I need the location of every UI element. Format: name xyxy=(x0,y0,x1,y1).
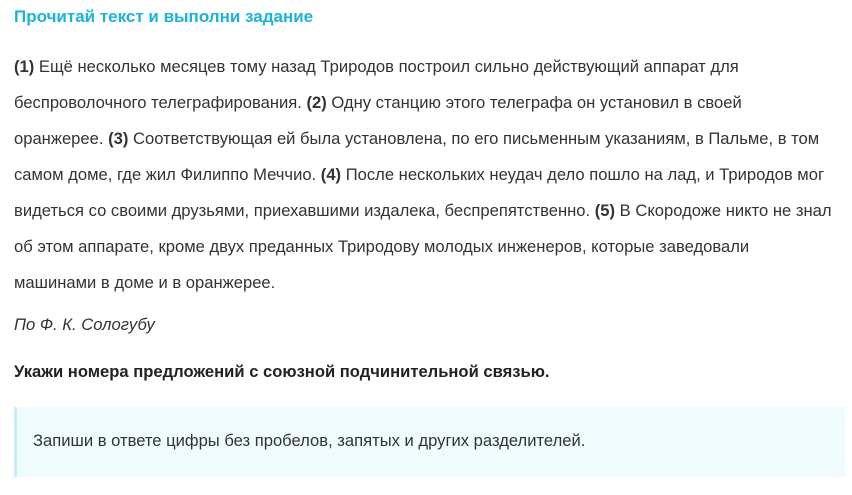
sentence-text: В Скородоже никто не знал об этом аппарате, кроме двух преданных Триродову молодых инженеров, которые заведовали машинами в доме и в оранжерее. xyxy=(14,201,832,292)
answer-hint-box xyxy=(14,407,846,477)
sentence-text: Одну станцию этого телеграфа он установил в своей оранжерее. xyxy=(14,93,742,148)
sentence-number: (1) xyxy=(14,57,35,76)
task-container xyxy=(14,0,846,477)
sentence-text: Ещё несколько месяцев тому назад Триродов построил сильно действующий аппарат для беспроволочного телеграфирования. xyxy=(14,57,739,112)
task-question: Укажи номера предложений с союзной подчинительной связью. xyxy=(14,362,550,381)
sentence-number: (5) xyxy=(594,201,616,220)
answer-hint-text: Запиши в ответе цифры без пробелов, запятых и других разделителей. xyxy=(33,431,586,450)
sentence-number: (3) xyxy=(108,129,129,148)
sentence-number: (4) xyxy=(320,165,342,184)
sentence-text: Соответствующая ей была установлена, по его письменным указаниям, в Пальме, в том самом доме, где жил Филиппо Меччио. xyxy=(14,129,820,184)
passage-text xyxy=(14,49,834,301)
sentence-text: После нескольких неудач дело пошло на лад, и Триродов мог видеться со своими друзьями, приехавшими издалека, беспрепятственно. xyxy=(14,165,824,220)
source-attribution: По Ф. К. Сологубу xyxy=(14,315,155,334)
task-title: Прочитай текст и выполни задание xyxy=(14,7,314,26)
sentence-number: (2) xyxy=(306,93,327,112)
